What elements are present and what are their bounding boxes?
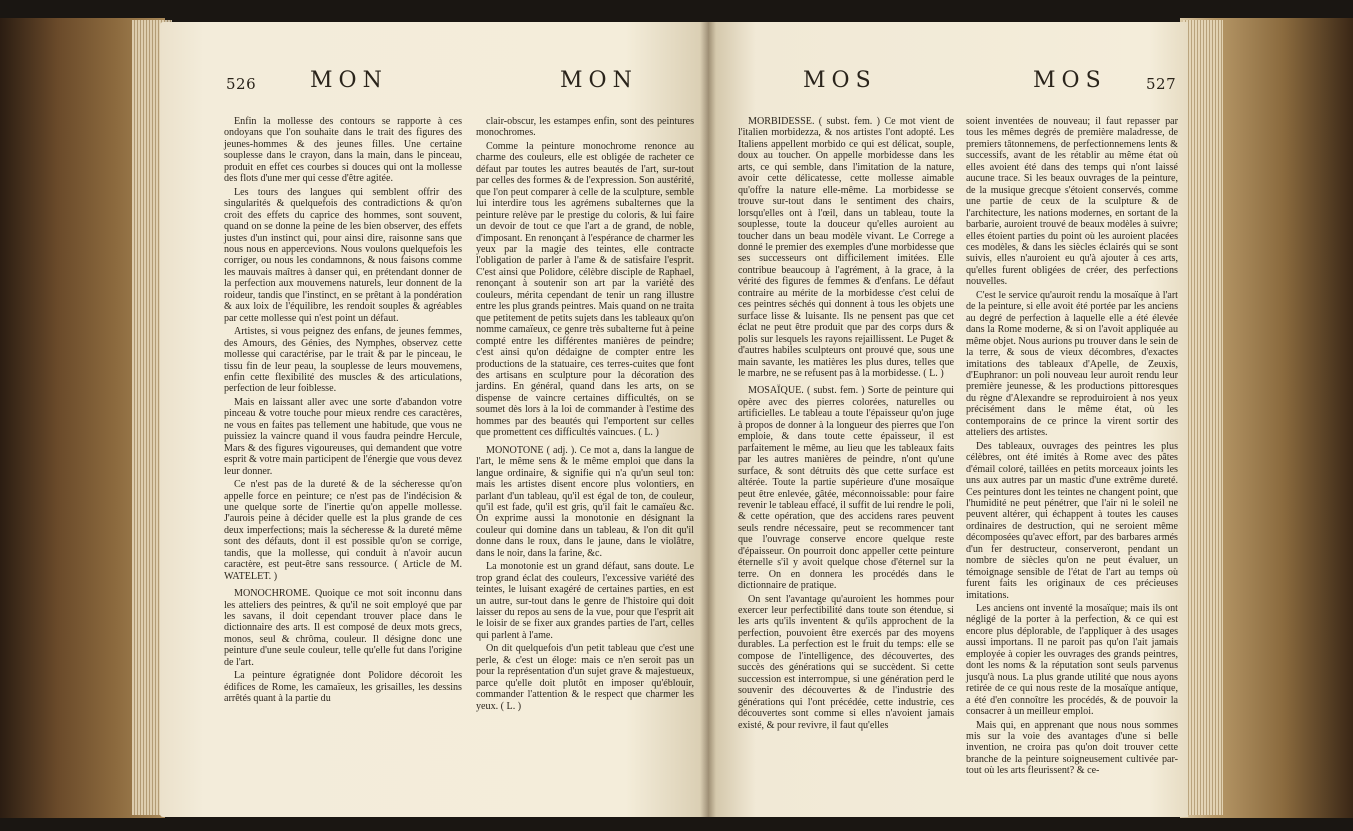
right-column-1 bbox=[738, 116, 954, 733]
paragraph: Ce n'est pas de la dureté & de la sécheresse qu'on appelle force en peinture; ce n'est pas de l'indécision & une quelque sorte de l'inertie qu'on appelle mollesse. J'aurois peine à décider quelle est la plus grande de ces deux imperfections; mais la sécheresse & la dureté même sont des défauts, dont il est possible qu'on se corrige, tandis, que la mollesse, qui conduit à n'avoir aucun caractère, est peut-être sans ressource. ( Article de M. WATELET. ) bbox=[224, 479, 462, 582]
paragraph: Mais en laissant aller avec une sorte d'abandon votre pinceau & votre touche pour mieux rendre ces caractères, ne vous en faites pas tellement une habitude, que vous ne puissiez la vaincre quand il vous faudra peindre Hercule, Mars & des figures vigoureuses, qui demandent que votre esprit & votre main participent de l'énergie que vous devez leur donner. bbox=[224, 396, 462, 477]
entry-mosaique: MOSAÏQUE. ( subst. fem. ) Sorte de peinture qui opère avec des pierres colorées, naturelles ou artificielles. Le tableau a toute l'épaisseur qu'on juge à propos de donner à la longueur des pierres que l'on emploie, & dans toute cette épaisseur, il est parfaitement le même, au lieu que les tableaux faits par les autres manières de peindre, n'ont qu'une surface, & sont détruits dès que cette surface est altérée. Toute la partie supérieure d'une mosaïque peut être enlevée, gâtée, méconnoissable: pour faire revenir le tableau effacé, il suffit de lui rendre le poli, & cette opération, que des accidens rares peuvent seuls rendre nécessaire, peut se recommencer tant que l'ouvrage conserve encore quelque reste d'épaisseur. On pourroit donc appeller cette peinture éternelle s'il y avoit quelque chose d'éternel sur la terre. On en donnera les procédés dans le dictionnaire de pratique. bbox=[738, 385, 954, 592]
left-page-number: 526 bbox=[226, 75, 257, 93]
paragraph: La peinture égratignée dont Polidore décoroit les édifices de Rome, les camaïeux, les grisailles, les dessins arrêtés quant à la partie du bbox=[224, 670, 462, 705]
left-running-head-2: MON bbox=[560, 68, 638, 93]
left-page bbox=[160, 22, 708, 817]
paragraph: Comme la peinture monochrome renonce au charme des couleurs, elle est obligée de racheter ce défaut par toutes les autres beautés de l'art, sur-tout par celles des formes & de l'expression. Son austérité, que l'on peut comparer à celle de la sculpture, semble lui interdire tous les agrémens subalternes que la peinture relève par le prestige du coloris, & lui faire un devoir de tout ce que l'art a de grand, de noble, d'imposant. En renonçant à l'espérance de charmer les yeux par la magie des teintes, elle contracte l'obligation de parler à l'ame & de satisfaire l'esprit. C'est ainsi que Polidore, célèbre disciple de Raphael, renonçant à soutenir son art par la variété des couleurs, mérita cependant de tenir un rang illustre entre les plus grands peintres. Mais quand on ne traita que petitement de petits sujets dans les tableaux qu'on nomme camaïeux, ce genre très subalterne fut à peine compté entre les différentes manières de peindre; c'est ainsi qu'on dédaigne de compter entre les productions de la statuaire, ces terres-cuites que font des artisans en sculpture pour la décoration des jardins. En général, quand dans les arts, on se dispense de vaincre certaines difficultés, on se soumet dès lors à la loi de commander à l'estime des hommes par des beautés qui l'emportent sur celles que promettent ces difficultés vaincues. ( L. ) bbox=[476, 140, 694, 439]
entry-morbidesse: MORBIDESSE. ( subst. fem. ) Ce mot vient de l'italien morbidezza, & nos artistes l'ont adopté. Les Italiens appellent morbido ce qui est délicat, souple, doux au toucher. On appelle morbidesse dans les arts, ce qui semble, dans l'imitation de la nature, avoir cette délicatesse, cette mollesse aimable qu'offre la nature elle-même. La morbidesse se trouve sur-tout dans le sentiment des chairs, lorsqu'elles ont à l'œil, dans un tableau, toute la souplesse, toute la douceur qu'elles auroient au toucher dans un beau modèle vivant. Le Correge a donné le premier des exemples d'une morbidesse que ses successeurs ont difficilement imitées. Elle contribue beaucoup à l'agrément, à la grace, à la vérité des figures de femmes & d'enfans. Le défaut contraire au mérite de la morbidesse c'est celui de ces peintres séchés qui donnent à tous les objets une surface lisse & luisante. Ils ne pensent pas que cet éclat ne peut être produit que par des corps durs & polis sur lesquels les rayons rejaillissent. Le Puget & d'autres habiles sculpteurs ont prouvé que, sous une main savante, les matières les plus dures, telles que le marbre, ne se refusent pas à la morbidesse. ( L. ) bbox=[738, 116, 954, 379]
paragraph: soient inventées de nouveau; il faut repasser par tous les mêmes degrés de première maladresse, de premiers tâtonnemens, de perfectionnemens lents & successifs, avant de les rétablir au même état où elles avoient été dans des temps qui n'ont laissé aucune trace. Si les beaux ouvrages de la peinture, de la musique grecque s'étoient conservés, comme une partie de ceux de la sculpture & de l'architecture, les nations modernes, en sortant de la barbarie, auroient trouvé de beaux modèles à suivre; elles étoient parties du point où les auroient placées ces modèles, & dans les siècles éclairés qui se sont suivis, elles n'auroient eu qu'à ajouter à ces arts, qu'elles furent obligées de créer, des perfections nouvelles. bbox=[966, 116, 1178, 288]
paragraph: Les tours des langues qui semblent offrir des singularités & quelquefois des contradictions & qu'on croit des effets du caprice des hommes, sont souvent, quand on se donne la peine de les bien observer, des effets justes d'un instinct qui, pour ainsi dire, raisonne sans que nous nous en appercevions. Nous voulons quelquefois les corriger, ou nous les condamnons, & nous faisons comme les mauvais maîtres à danser qui, en prétendant donner de la perfection aux mouvemens naturels, leur donnent de la roideur, tandis que l'instinct, en se prêtant à la pondération & aux loix de l'équilibre, les rendoit souples & agréables par cette mollesse qui n'est point un défaut. bbox=[224, 186, 462, 324]
left-running-head-1: MON bbox=[310, 68, 388, 93]
entry-monochrome: MONOCHROME. Quoique ce mot soit inconnu dans les atteliers des peintres, & qu'il ne soit employé que par les savans, il doit cependant trouver place dans le dictionnaire des arts. Il est composé de deux mots grecs, monos, seul & chrôma, couleur. Il désigne donc une peinture d'une seule couleur, telle qu'elle fut dans l'origine de l'art. bbox=[224, 588, 462, 668]
paragraph: Des tableaux, ouvrages des peintres les plus célèbres, ont été imités à Rome avec des pâtes d'émail coloré, taillées en petits morceaux joints les uns aux autres par un mastic d'une extrême dureté. Ces peintures dont les teintes ne changent point, que l'humidité ne peut pénétrer, que l'air ni le soleil ne peuvent altérer, qui échappent à toutes les causes ordinaires de destruction, qui ne seroient même décomposées qu'avec effort, par des barbares armés d'un fer destructeur, conserveront, pendant un nombre de siècles qu'on ne peut évaluer, un témoignage sensible de l'état de l'art au temps où furent faits les originaux de ces précieuses imitations. bbox=[966, 440, 1178, 601]
left-column-1 bbox=[224, 116, 462, 707]
paragraph: La monotonie est un grand défaut, sans doute. Le trop grand éclat des couleurs, l'excessive variété des teintes, le luisant exagéré de certaines parties, en est un autre, sur-tout dans le genre de l'histoire qui doit laisser du repos au sens de la vue, pour que l'esprit ait le loisir de se fixer aux grandes parties de l'art, celles qui parlent à l'ame. bbox=[476, 561, 694, 641]
entry-monotone: MONOTONE ( adj. ). Ce mot a, dans la langue de l'art, le même sens & le même emploi que dans la langue ordinaire, & signifie qui n'a qu'un seul ton: mais les artistes disent encore plus volontiers, en parlant d'un tableau, qu'il est égal de ton, de couleur, qu'il est fade, qu'il est gris, qu'il fait le camaïeu &c. On exprime aussi la monotonie en désignant la couleur qui domine dans un tableau, & l'on dit qu'il donne dans le roux, dans le jaune, dans le violâtre, dans le noir, dans la farine, &c. bbox=[476, 444, 694, 559]
paragraph: clair-obscur, les estampes enfin, sont des peintures monochromes. bbox=[476, 116, 694, 139]
paragraph: Artistes, si vous peignez des enfans, de jeunes femmes, des Amours, des Génies, des Nymphes, observez cette mollesse qui caractérise, par le trait & par le pinceau, le tissu fin de leur peau, la souplesse de leurs mouvemens, enfin cette flexibilité des muscles & des articulations, perfection de leur foiblesse. bbox=[224, 326, 462, 395]
paragraph: Les anciens ont inventé la mosaïque; mais ils ont négligé de la porter à la perfection, & ce qui est encore plus déplorable, de l'appliquer à des usages aussi importans. Il ne paroit pas qu'on l'ait jamais employée à copier les ouvrages des grands peintres, dont les noms & la réputation sont seuls parvenus jusqu'à nous. La plus grande utilité que nous ayons retirée de ce qui nous reste de la mosaïque antique, a été d'en connoître les procédés, & de pouvoir la consacrer à un meilleur emploi. bbox=[966, 603, 1178, 718]
paragraph: On sent l'avantage qu'auroient les hommes pour exercer leur perfectibilité dans toute son étendue, si les arts qu'ils inventent & qu'ils approchent de la perfection, pouvoient être exercés par des moyens durables. La perfection est le fruit du temps: elle se compose de l'intelligence, des découvertes, des succès des générations qui se succèdent. Si cette succession est interrompue, si une génération perd le souvenir des découvertes & de l'industrie des générations qui l'ont précédée, cette industrie, ces découvertes sont comme si elles n'avoient jamais existé, & pour revivre, il faut qu'elles bbox=[738, 593, 954, 731]
right-page bbox=[708, 22, 1188, 817]
paragraph: Enfin la mollesse des contours se rapporte à ces ondoyans que l'on souhaite dans le trait des figures des jeunes-hommes & des jeunes filles. Une certaine souplesse dans le crayon, dans la main, dans le pinceau, produit en effet ces courbes si douces qui ont la mollesse des flots d'une mer qui cesse d'être agitée. bbox=[224, 116, 462, 185]
right-page-edges bbox=[1183, 20, 1223, 815]
paragraph: On dit quelquefois d'un petit tableau que c'est une perle, & c'est un éloge: mais ce n'en seroit pas un pour la représentation d'un sujet grave & majestueux, parce qu'elle doit plutôt en imposer qu'éblouir, commander l'attention & le respect que charmer les yeux. ( L. ) bbox=[476, 643, 694, 712]
paragraph: Mais qui, en apprenant que nous nous sommes mis sur la voie des avantages d'une si belle invention, ne croira pas qu'on doit trouver cette branche de la peinture soigneusement cultivée par-tout où les arts fleurissent? & ce- bbox=[966, 719, 1178, 777]
paragraph: C'est le service qu'auroit rendu la mosaïque à l'art de la peinture, si elle avoit été portée par les anciens au degré de perfection à laquelle elle a été élevée dans la Rome moderne, & si on l'avoit appliquée au même objet. Nous aurions pu trouver dans le sein de la terre, & sous de vieux décombres, d'exactes imitations des tableaux d'Apelle, de Zeuxis, d'Euphranor: un poli nouveau leur auroit rendu leur première jeunesse, & les productions pittoresques du règne d'Alexandre se reproduiroient à nos yeux précisément dans le même état, où les contemporains de ce prince la virent sortir des atteliers des artistes. bbox=[966, 289, 1178, 439]
right-running-head-1: MOS bbox=[803, 68, 877, 93]
right-page-number: 527 bbox=[1146, 75, 1177, 93]
right-column-2 bbox=[966, 116, 1178, 779]
right-running-head-2: MOS bbox=[1033, 68, 1107, 93]
left-column-2 bbox=[476, 116, 694, 714]
book-gutter bbox=[700, 22, 716, 817]
